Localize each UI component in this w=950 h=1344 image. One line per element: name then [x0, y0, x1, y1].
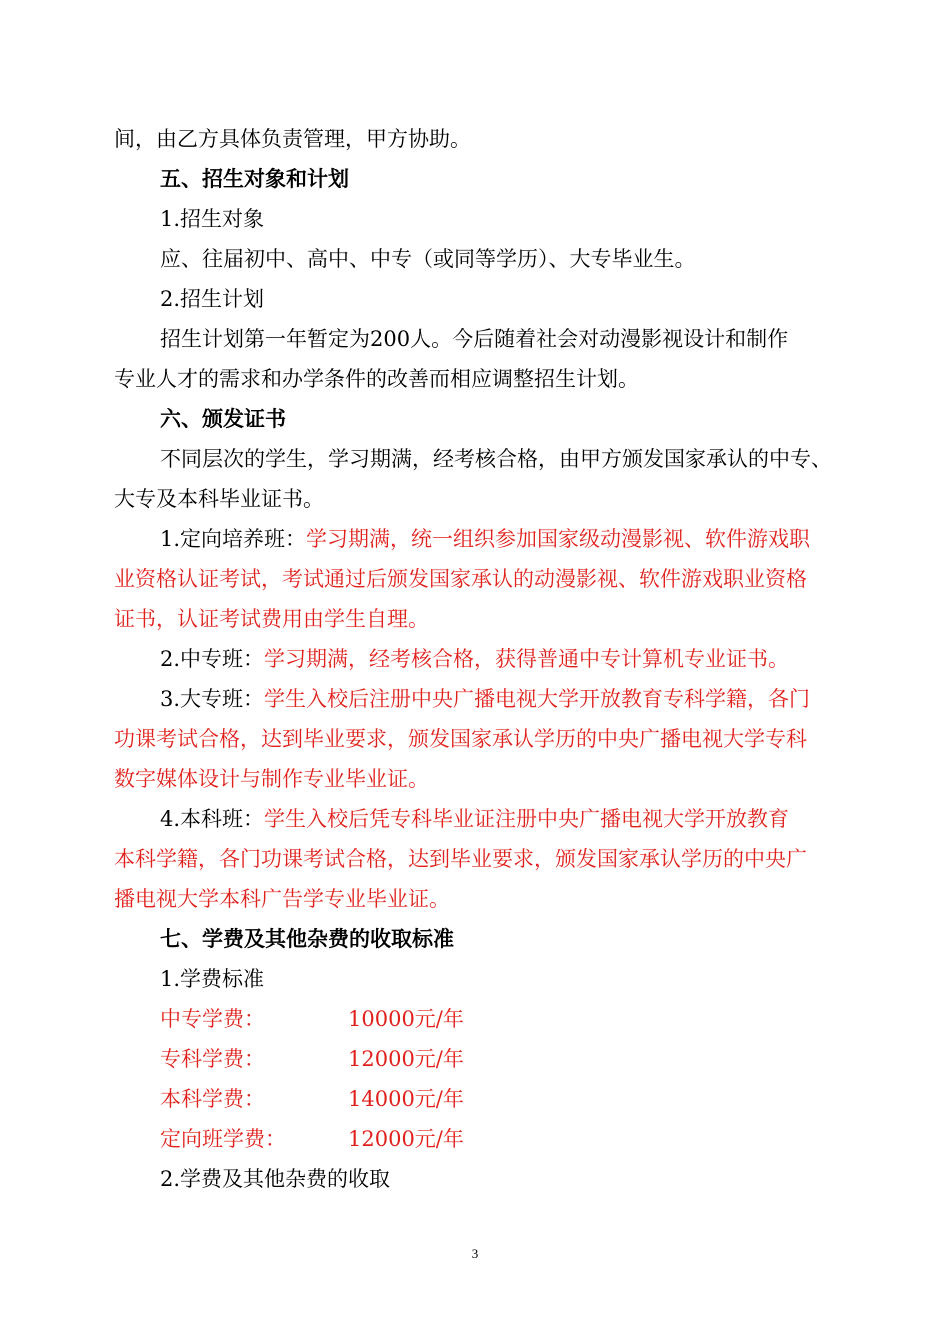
- paragraph-line: 播电视大学本科广告学专业毕业证。: [114, 887, 450, 911]
- fee-name: 专科学费：: [160, 1047, 265, 1071]
- certificate-item-4: [160, 804, 950, 834]
- paragraph-line: 招生计划第一年暂定为200人。今后随着社会对动漫影视设计和制作: [160, 327, 789, 351]
- section-heading-7: 七、学费及其他杂费的收取标准: [160, 927, 454, 951]
- fee-name: 本科学费：: [160, 1087, 265, 1111]
- certificate-item-2: [160, 644, 950, 674]
- fee-amount: 12000元/年: [348, 1047, 464, 1071]
- subsection-title: 2.学费及其他杂费的收取: [160, 1167, 391, 1191]
- item-text: 学生入校后注册中央广播电视大学开放教育专科学籍，各门: [264, 687, 811, 711]
- item-label: 4.本科班：: [160, 807, 265, 831]
- fee-row: [160, 1044, 950, 1074]
- paragraph-line: 业资格认证考试，考试通过后颁发国家承认的动漫影视、软件游戏职业资格: [114, 567, 807, 591]
- certificate-item-3: [160, 684, 950, 714]
- page-number: 3: [471, 1246, 479, 1261]
- paragraph-line: 功课考试合格，达到毕业要求，颁发国家承认学历的中央广播电视大学专科: [114, 727, 807, 751]
- item-label: 2.中专班：: [160, 647, 265, 671]
- subsection-title: 1.学费标准: [160, 967, 265, 991]
- paragraph-line: 间，由乙方具体负责管理，甲方协助。: [114, 127, 471, 151]
- fee-amount: 12000元/年: [348, 1127, 464, 1151]
- certificate-item-1: [160, 524, 950, 554]
- fee-amount: 10000元/年: [348, 1007, 464, 1031]
- item-label: 3.大专班：: [160, 687, 265, 711]
- subsection-title: 2.招生计划: [160, 287, 265, 311]
- paragraph-line: 证书，认证考试费用由学生自理。: [114, 607, 429, 631]
- fee-name: 中专学费：: [160, 1007, 265, 1031]
- fee-row: [160, 1124, 950, 1154]
- fee-amount: 14000元/年: [348, 1087, 464, 1111]
- paragraph-line: 本科学籍，各门功课考试合格，达到毕业要求，颁发国家承认学历的中央广: [114, 847, 807, 871]
- subsection-title: 1.招生对象: [160, 207, 265, 231]
- fee-name: 定向班学费：: [160, 1127, 286, 1151]
- fee-row: [160, 1084, 950, 1114]
- item-text: 学习期满，经考核合格，获得普通中专计算机专业证书。: [264, 647, 790, 671]
- paragraph-line: 专业人才的需求和办学条件的改善而相应调整招生计划。: [114, 367, 639, 391]
- paragraph-line: 不同层次的学生，学习期满，经考核合格，由甲方颁发国家承认的中专、: [160, 447, 832, 471]
- fee-row: [160, 1004, 950, 1034]
- paragraph-line: 应、往届初中、高中、中专（或同等学历）、大专毕业生。: [160, 247, 696, 271]
- item-text: 学习期满，统一组织参加国家级动漫影视、软件游戏职: [306, 527, 811, 551]
- section-heading-5: 五、招生对象和计划: [160, 167, 349, 191]
- item-label: 1.定向培养班：: [160, 527, 307, 551]
- paragraph-line: 大专及本科毕业证书。: [114, 487, 324, 511]
- item-text: 学生入校后凭专科毕业证注册中央广播电视大学开放教育: [264, 807, 790, 831]
- section-heading-6: 六、颁发证书: [160, 407, 286, 431]
- paragraph-line: 数字媒体设计与制作专业毕业证。: [114, 767, 429, 791]
